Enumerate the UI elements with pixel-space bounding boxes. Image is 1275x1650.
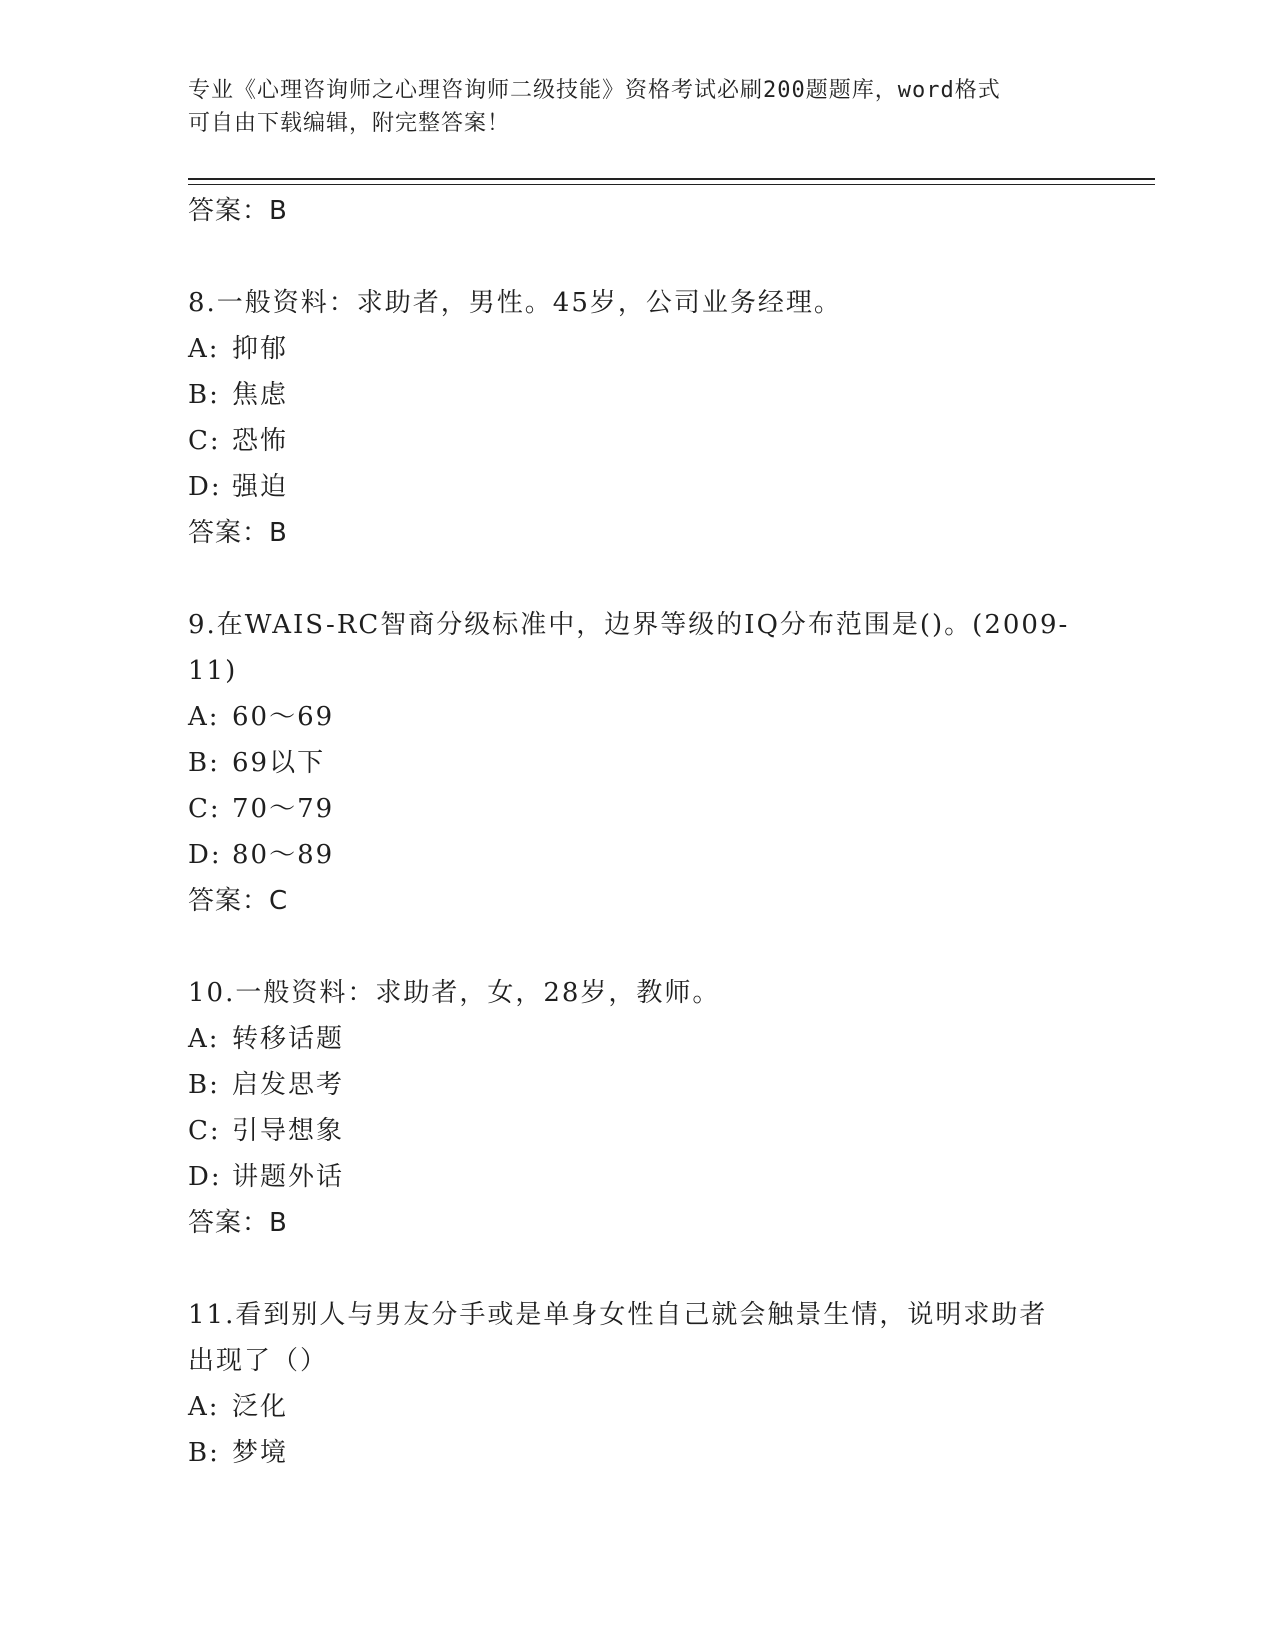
question-10-option-d <box>188 1154 1088 1200</box>
option-key: C: <box>188 426 221 456</box>
question-8-option-a <box>188 326 1088 372</box>
question-11-stem-line-1: 11.看到别人与男友分手或是单身女性自己就会触景生情，说明求助者 <box>188 1300 1048 1330</box>
option-key: B: <box>188 1070 220 1100</box>
question-8-stem: 8.一般资料：求助者，男性。45岁，公司业务经理。 <box>188 288 842 318</box>
question-11-stem-line-2: 出现了（） <box>188 1346 329 1376</box>
question-10-option-b <box>188 1062 1088 1108</box>
header-divider-thick <box>188 178 1155 180</box>
question-10 <box>188 970 1088 1246</box>
option-text: 引导想象 <box>232 1116 345 1146</box>
option-text: 70～79 <box>232 794 335 824</box>
option-text: 启发思考 <box>232 1070 345 1100</box>
option-text: 抑郁 <box>232 334 289 364</box>
header-title-line-2: 可自由下载编辑，附完整答案！ <box>188 111 511 136</box>
previous-answer: 答案：B <box>188 196 288 226</box>
question-9-stem-line-1: 9.在WAIS-RC智商分级标准中，边界等级的IQ分布范围是()。(2009- <box>188 610 1070 640</box>
option-key: A: <box>188 1392 220 1422</box>
option-text: 60～69 <box>232 702 335 732</box>
option-key: A: <box>188 334 220 364</box>
question-9 <box>188 602 1088 924</box>
option-text: 梦境 <box>232 1438 289 1468</box>
option-key: C: <box>188 1116 221 1146</box>
option-key: B: <box>188 748 220 778</box>
question-11 <box>188 1292 1088 1476</box>
question-8-option-c <box>188 418 1088 464</box>
page-header <box>188 74 1088 140</box>
question-9-option-d <box>188 832 1088 878</box>
question-8-option-d <box>188 464 1088 510</box>
question-11-option-b <box>188 1430 1088 1476</box>
option-key: B: <box>188 380 220 410</box>
question-10-option-a <box>188 1016 1088 1062</box>
option-text: 69以下 <box>232 748 326 778</box>
question-9-option-c <box>188 786 1088 832</box>
question-11-option-a <box>188 1384 1088 1430</box>
header-title-line-1: 专业《心理咨询师之心理咨询师二级技能》资格考试必刷200题题库，word格式 <box>188 78 1001 103</box>
option-text: 泛化 <box>232 1392 289 1422</box>
question-10-answer: 答案：B <box>188 1208 288 1238</box>
option-key: A: <box>188 702 220 732</box>
option-key: D: <box>188 840 222 870</box>
question-9-stem-line-2: 11) <box>188 656 238 686</box>
question-9-answer: 答案：C <box>188 886 289 916</box>
option-text: 恐怖 <box>232 426 289 456</box>
question-8-answer: 答案：B <box>188 518 288 548</box>
option-text: 焦虑 <box>232 380 289 410</box>
option-key: D: <box>188 472 222 502</box>
question-list <box>188 188 1088 1476</box>
option-text: 80～89 <box>232 840 335 870</box>
option-key: A: <box>188 1024 220 1054</box>
question-10-stem: 10.一般资料：求助者，女，28岁，教师。 <box>188 978 721 1008</box>
option-key: D: <box>188 1162 222 1192</box>
question-10-option-c <box>188 1108 1088 1154</box>
header-divider-thin <box>188 184 1155 185</box>
option-text: 转移话题 <box>232 1024 345 1054</box>
question-8-option-b <box>188 372 1088 418</box>
option-key: C: <box>188 794 221 824</box>
question-9-option-b <box>188 740 1088 786</box>
question-8 <box>188 280 1088 556</box>
option-text: 强迫 <box>232 472 289 502</box>
option-key: B: <box>188 1438 220 1468</box>
question-9-option-a <box>188 694 1088 740</box>
option-text: 讲题外话 <box>232 1162 345 1192</box>
